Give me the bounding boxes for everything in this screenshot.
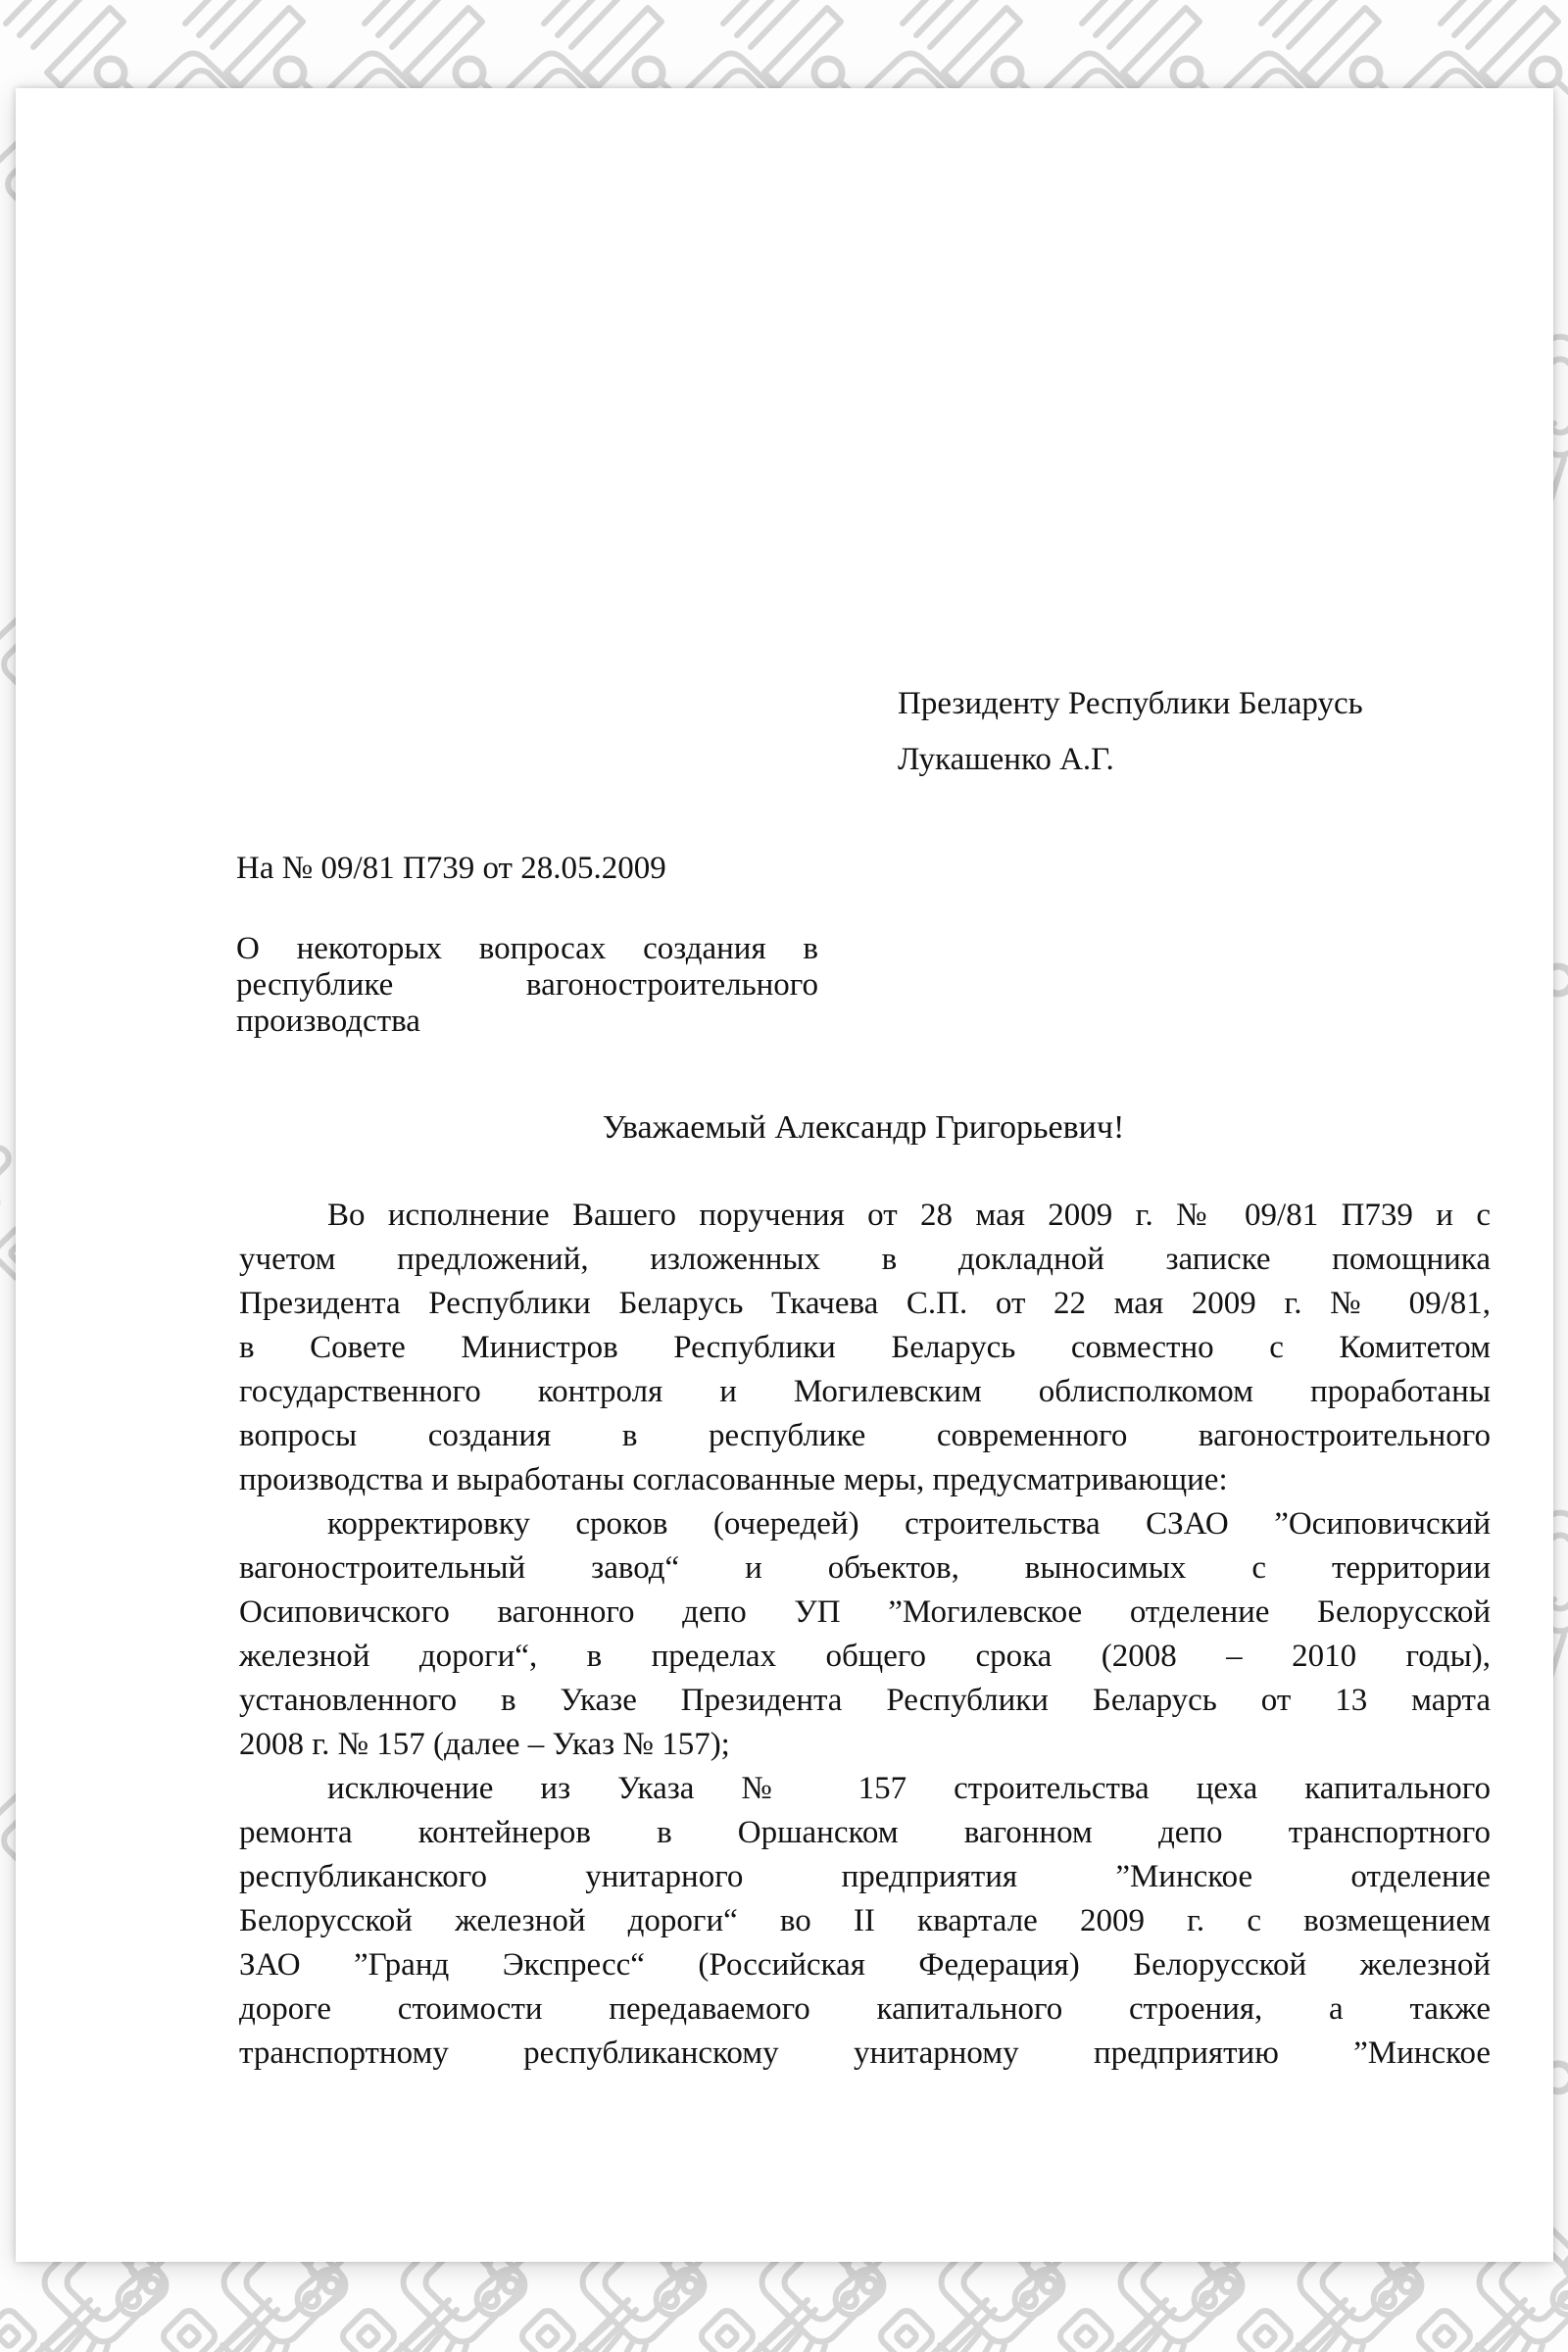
document-page xyxy=(16,88,1553,2262)
body-line: ремонта контейнеров в Оршанском вагонном депо транспортного xyxy=(239,1815,1491,1850)
body-line: вагоностроительный завод“ и объектов, выносимых с территории xyxy=(239,1550,1491,1586)
body-line: вопросы создания в республике современного вагоностроительного xyxy=(239,1418,1491,1453)
body-paragraph xyxy=(239,1767,1491,2076)
body-line: дороге стоимости передаваемого капитального строения, а также xyxy=(239,1991,1491,2027)
body-line: 2008 г. № 157 (далее – Указ № 157); xyxy=(239,1727,730,1762)
body-line: в Совете Министров Республики Беларусь совместно с Комитетом xyxy=(239,1330,1491,1365)
subject-line: О некоторых вопросах создания в xyxy=(236,931,818,966)
body-line: железной дороги“, в пределах общего срока (2008 – 2010 годы), xyxy=(239,1639,1491,1674)
addressee-line-1: Президенту Республики Беларусь xyxy=(898,686,1363,721)
subject-line: республике вагоностроительного xyxy=(236,967,818,1003)
addressee-line-2: Лукашенко А.Г. xyxy=(898,742,1114,777)
subject-line: производства xyxy=(236,1004,420,1039)
body-paragraph xyxy=(239,1194,1491,1502)
body-line: Осиповичского вагонного депо УП ”Могилевское отделение Белорусской xyxy=(239,1594,1491,1630)
body-line: исключение из Указа № 157 строительства цеха капитального xyxy=(327,1771,1491,1806)
body-line: производства и выработаны согласованные меры, предусматривающие: xyxy=(239,1462,1228,1497)
body-line: учетом предложений, изложенных в докладной записке помощника xyxy=(239,1242,1491,1277)
addressee-block xyxy=(898,676,1363,788)
body-line: Белорусской железной дороги“ во II квартале 2009 г. с возмещением xyxy=(239,1903,1491,1938)
body-line: Президента Республики Беларусь Ткачева С.П. от 22 мая 2009 г. № 09/81, xyxy=(239,1286,1491,1321)
body-line: государственного контроля и Могилевским облисполкомом проработаны xyxy=(239,1374,1491,1409)
body-line: корректировку сроков (очередей) строительства СЗАО ”Осиповичский xyxy=(327,1506,1491,1542)
body-line: установленного в Указе Президента Республики Беларусь от 13 марта xyxy=(239,1683,1491,1718)
subject-block xyxy=(236,931,818,1040)
body-line: Во исполнение Вашего поручения от 28 мая 2009 г. № 09/81 П739 и с xyxy=(327,1198,1491,1233)
hatch-motif xyxy=(6,0,123,86)
body-line: транспортному республиканскому унитарному предприятию ”Минское xyxy=(239,2035,1491,2071)
body-line: ЗАО ”Гранд Экспресс“ (Российская Федерация) Белорусской железной xyxy=(239,1947,1491,1983)
reference-line: На № 09/81 П739 от 28.05.2009 xyxy=(236,851,666,886)
salutation: Уважаемый Александр Григорьевич! xyxy=(602,1109,1125,1146)
body-line: республиканского унитарного предприятия ”Минское отделение xyxy=(239,1859,1491,1894)
body-paragraph xyxy=(239,1502,1491,1767)
body-block xyxy=(239,1194,1491,2076)
